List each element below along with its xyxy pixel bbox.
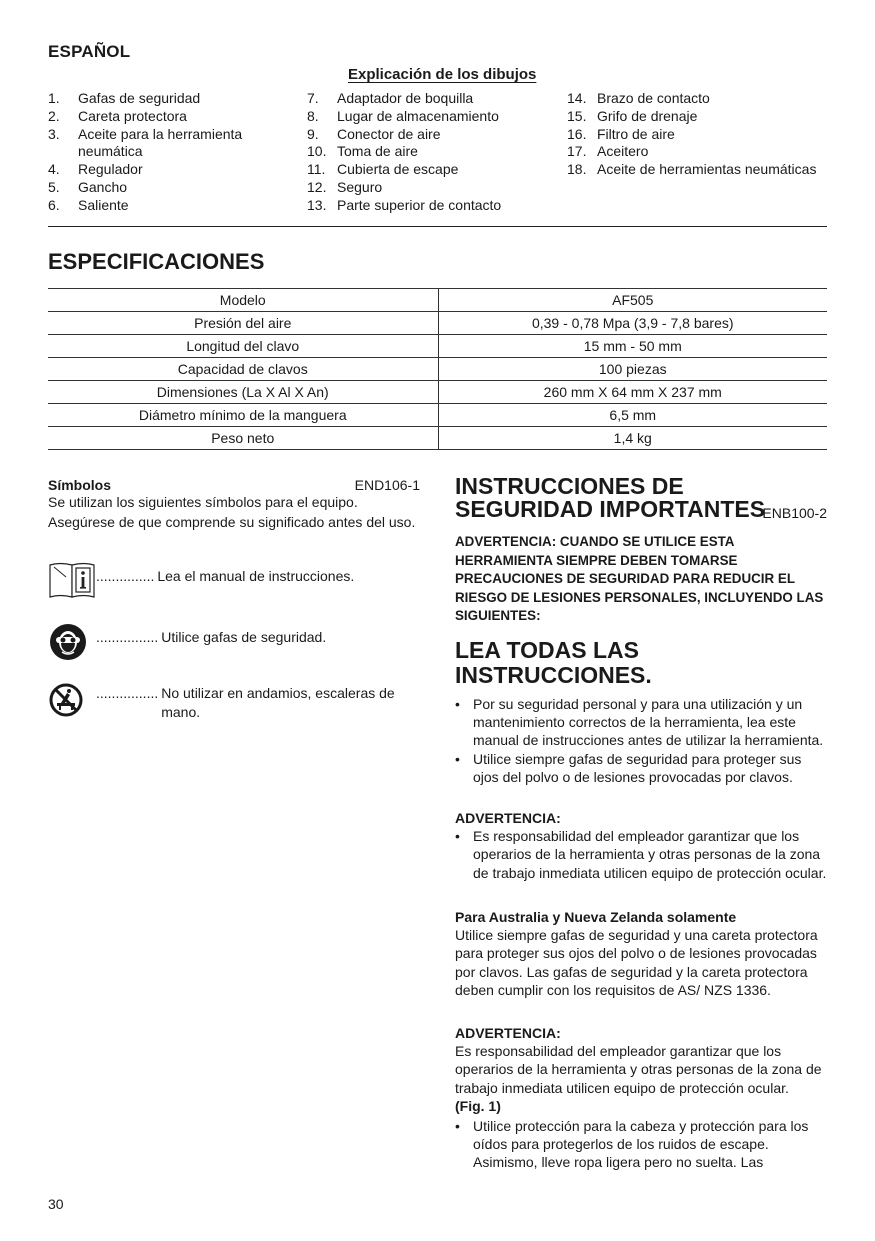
legend-item: 4. Regulador <box>48 161 143 178</box>
list-item: • Es responsabilidad del empleador garantizar que los operarios de la herramienta y otras personas de la zona de trabajo inmediata utilicen equipo de protección ocular. <box>455 828 827 881</box>
warning-heading: ADVERTENCIA: <box>455 810 561 826</box>
symbols-code: END106-1 <box>354 477 420 493</box>
legend-item: 16. Filtro de aire <box>567 125 675 142</box>
symbols-title: Símbolos <box>48 477 112 493</box>
australia-heading: Para Australia y Nueva Zelanda solamente <box>455 909 737 925</box>
legend-item: 9. Conector de aire <box>307 125 441 142</box>
specifications-table <box>48 288 827 450</box>
symbol-row-manual: ............... Lea el manual de instrucciones. <box>48 561 420 599</box>
legend-item: 14. Brazo de contacto <box>567 90 710 106</box>
symbols-header <box>48 477 420 493</box>
legend-column-2 <box>307 90 557 215</box>
manual-book-icon <box>48 561 96 599</box>
list-item: • Utilice siempre gafas de seguridad para proteger sus ojos del polvo o de lesiones provocadas por clavos. <box>455 750 802 785</box>
legend-item: 3. Aceite para la herramienta neumática <box>48 125 243 160</box>
warning-heading: ADVERTENCIA: <box>455 1025 561 1041</box>
australia-block <box>455 908 827 999</box>
language-heading: ESPAÑOL <box>48 42 131 61</box>
legend-item: 1. Gafas de seguridad <box>48 90 201 106</box>
table-row: Capacidad de clavos 100 piezas <box>48 358 827 381</box>
safety-code: ENB100-2 <box>762 505 827 521</box>
legend-item: 6. Saliente <box>48 196 129 213</box>
legend-column-3 <box>567 90 827 179</box>
safety-title: INSTRUCCIONES DE SEGURIDAD IMPORTANTES <box>455 473 766 522</box>
figure-reference: (Fig. 1) <box>455 1097 501 1114</box>
legend-item: 7. Adaptador de boquilla <box>307 90 474 106</box>
table-row: Presión del aire 0,39 - 0,78 Mpa (3,9 - 7,8 bares) <box>48 312 827 335</box>
table-row: Longitud del clavo 15 mm - 50 mm <box>48 335 827 358</box>
table-row: Modelo AF505 <box>48 289 827 312</box>
page-number: 30 <box>48 1196 64 1212</box>
warning-block-2 <box>455 1024 827 1115</box>
legend-item: 5. Gancho <box>48 178 128 195</box>
table-row: Peso neto 1,4 kg <box>48 427 827 450</box>
no-scaffold-ladder-icon <box>48 682 96 722</box>
legend-item: 17. Aceitero <box>567 143 649 160</box>
legend-item: 15. Grifo de drenaje <box>567 107 698 124</box>
section-divider <box>48 226 827 227</box>
list-item: • Utilice protección para la cabeza y protección para los oídos para protegerlos de los ruidos de escape. Asimismo, lleve ropa ligera pero no suelta. Las <box>455 1118 809 1171</box>
symbol-row-no-ladder: ................ No utilizar en andamios, escaleras de mano. <box>48 682 420 722</box>
safety-bullets <box>455 695 827 786</box>
list-item: • Por su seguridad personal y para una utilización y un mantenimiento correctos de la herramienta, lea este manual de instrucciones antes de utilizar la herramienta. <box>455 696 824 749</box>
table-row: Dimensiones (La X Al X An) 260 mm X 64 mm X 237 mm <box>48 381 827 404</box>
safety-goggles-icon <box>48 622 96 662</box>
legend-item: 18. Aceite de herramientas neumáticas <box>567 161 817 178</box>
symbol-row-goggles: ................ Utilice gafas de seguridad. <box>48 622 420 662</box>
australia-text: Utilice siempre gafas de seguridad y una careta protectora para proteger sus ojos del polvo o de lesiones provocadas por clavos. Las gafas de seguridad y la careta protectora deben cumplir con los requisitos de AS/ NZS 1336. <box>455 927 818 998</box>
table-row: Diámetro mínimo de la manguera 6,5 mm <box>48 404 827 427</box>
main-warning: ADVERTENCIA: CUANDO SE UTILICE ESTA HERRAMIENTA SIEMPRE DEBEN TOMARSE PRECAUCIONES DE SEGURIDAD PARA REDUCIR EL RIESGO DE LESIONES PERSONALES, INCLUYENDO LAS SIGUIENTES: <box>455 534 824 624</box>
specifications-title: ESPECIFICACIONES <box>48 249 265 274</box>
legend-item: 10. Toma de aire <box>307 143 418 160</box>
legend-item: 8. Lugar de almacenamiento <box>307 107 499 124</box>
legend-title: Explicación de los dibujos <box>348 66 537 83</box>
final-bullet-block <box>455 1117 827 1172</box>
symbols-description: Se utilizan los siguientes símbolos para el equipo. Asegúrese de que comprende su significado antes del uso. <box>48 494 416 530</box>
legend-item: 13. Parte superior de contacto <box>307 196 502 213</box>
legend-column-1 <box>48 90 298 215</box>
warning-block-1 <box>455 809 827 882</box>
legend-item: 12. Seguro <box>307 178 383 195</box>
read-all-heading: LEA TODAS LAS INSTRUCCIONES. <box>455 637 652 688</box>
legend-item: 2. Careta protectora <box>48 107 187 124</box>
legend-item: 11. Cubierta de escape <box>307 161 459 178</box>
warning-text: Es responsabilidad del empleador garantizar que los operarios de la herramienta y otras personas de la zona de trabajo inmediata utilicen equipo de protección ocular. <box>455 1043 822 1096</box>
